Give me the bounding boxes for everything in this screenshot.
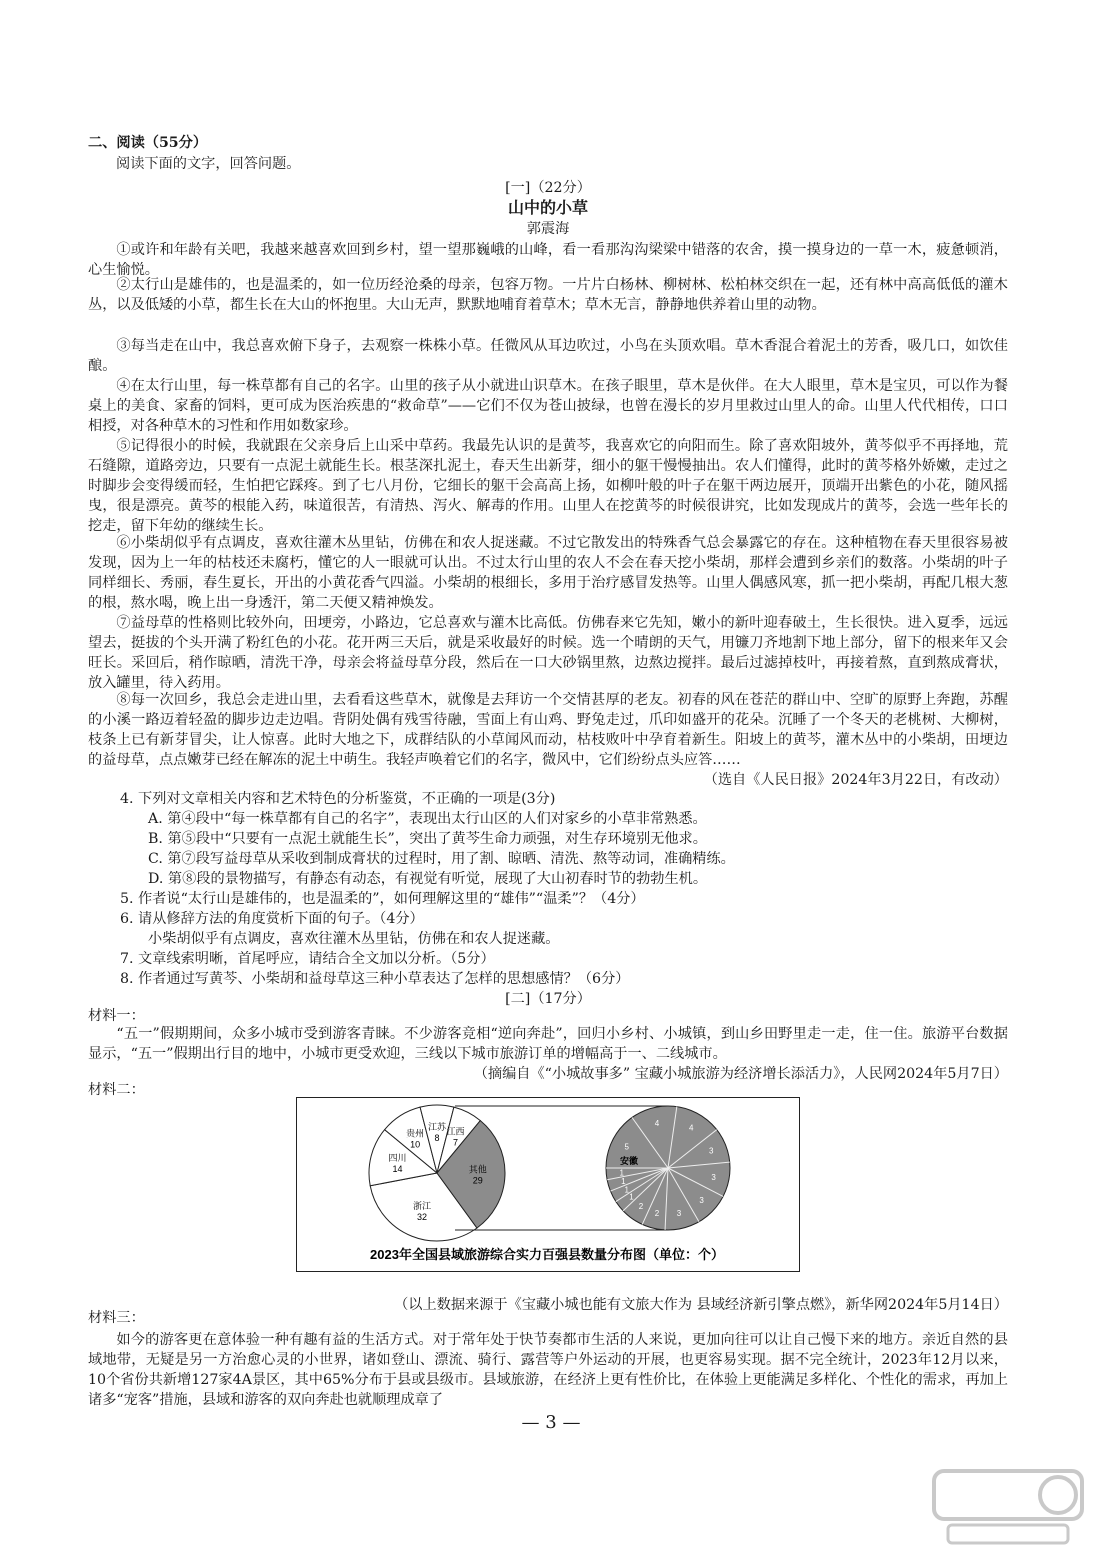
article-author: 郭震海 (526, 221, 570, 237)
detail-pie-slice-value: 3 (711, 1172, 716, 1182)
detail-pie (606, 1106, 730, 1230)
material-2-label: 材料二： (88, 1082, 145, 1098)
part1-label: [一]（22分） (505, 180, 591, 196)
paragraph-8: ⑧每一次回乡，我总会走进山里，去看看这些草木，就像是去拜访一个交情甚厚的老友。初春的风在苍茫的群山中、空旷的原野上奔跑，苏醒的小溪一路迈着轻盈的脚步边走边唱。背阴处偶有残雪待融，雪面上有山鸡、野兔走过，爪印如盛开的花朵。沉睡了一个冬天的老桃树、大柳树，枝条上已有新芽冒尖，让人惊喜。此时大地之下，成群结队的小草闻风而动，枯枝败叶中孕育着新生。阳坡上的黄芩，灌木丛中的小柴胡，田埂边的益母草，点点嫩芽已经在解冻的泥土中萌生。我轻声唤着它们的名字，微风中，它们纷纷点头应答…… (88, 692, 1008, 768)
paragraph-7: ⑦益母草的性格则比较外向，田埂旁，小路边，它总喜欢与灌木比高低。仿佛春来它先知，嫩小的新叶迎春破土，生长很快。进入夏季，远远望去，挺拔的个头开满了粉红色的小花。花开两三天后，就是采收最好的时候。选一个晴朗的天气，用镰刀齐地割下地上部分，留下的根来年又会旺长。采回后，稍作晾晒，清洗干净，母亲会将益母草分段，然后在一口大砂锅里熬，边熬边搅拌。最后过滤掉枝叶，再接着熬，直到熬成膏状，放入罐里，待入药用。 (88, 615, 1008, 691)
detail-pie-slice-value: 1 (629, 1192, 634, 1202)
slice-jiangsu-value: 8 (434, 1133, 440, 1144)
detail-pie-slice-value: 3 (708, 1146, 714, 1156)
watermark-logo (928, 1465, 1088, 1551)
question-7: 7. 文章线索明晰，首尾呼应，请结合全文加以分析。（5分） (120, 951, 495, 967)
material-3-text: 如今的游客更在意体验一种有趣有益的生活方式。对于常年处于快节奏都市生活的人来说，更加向往可以让自己慢下来的地方。亲近自然的县域地带，无疑是另一方治愈心灵的小世界，诸如登山、漂流、骑行、露营等户外运动的开展，也更容易实现。据不完全统计，2023年12月以来，10个省份共新增127家4A景区，其中65%分布于县或县级市。县域旅游，在经济上更有性价比，在体验上更能满足多样化、个性化的需求，再加上诸多“宠客”措施，县域和游客的双向奔赴也就顺理成章了 (88, 1332, 1008, 1408)
question-4-option-d: D. 第⑧段的景物描写，有静态有动态，有视觉有听觉，展现了大山初春时节的勃勃生机。 (148, 871, 708, 887)
paragraph-6: ⑥小柴胡似乎有点调皮，喜欢往灌木丛里钻，仿佛在和农人捉迷藏。不过它散发出的特殊香气总会暴露它的存在。这种植物在春天里很容易被发现，因为上一年的枯枝还未腐朽，懂它的人一眼就可认出。不过太行山里的农人不会在春天挖小柴胡，那样会遭到乡亲们的数落。小柴胡的叶子同样细长、秀丽，春生夏长，开出的小黄花香气四溢。小柴胡的根细长，多用于治疗感冒发热等。山里人偶感风寒，抓一把小柴胡，再配几根大葱的根，熬水喝，晚上出一身透汗，第二天便又精神焕发。 (88, 535, 1008, 611)
section-instruction: 阅读下面的文字，回答问题。 (116, 156, 301, 172)
material-1-source: （摘编自《“小城故事多” 宝藏小城旅游为经济增长添活力》，人民网2024年5月7日） (473, 1066, 1008, 1082)
slice-other-value: 29 (472, 1175, 483, 1186)
question-4-option-c: C. 第⑦段写益母草从采收到制成膏状的过程时，用了割、晾晒、清洗、熬等动词，准确精练。 (148, 851, 735, 867)
pie-chart-figure (296, 1097, 800, 1272)
slice-zhejiang-value: 32 (416, 1211, 427, 1222)
detail-pie-slice-value: 4 (689, 1123, 694, 1133)
detail-pie-slice-value: 1 (621, 1177, 626, 1187)
question-5: 5. 作者说“太行山是雄伟的，也是温柔的”，如何理解这里的“雄伟”“温柔”？（4分） (120, 891, 645, 907)
slice-other-label: 其他 (468, 1164, 487, 1175)
question-6-sentence: 小柴胡似乎有点调皮，喜欢往灌木丛里钻，仿佛在和农人捉迷藏。 (148, 931, 560, 947)
detail-pie-slice-value: 4 (654, 1118, 660, 1128)
slice-zhejiang-label: 浙江 (412, 1200, 431, 1211)
part2-label: [二]（17分） (505, 991, 591, 1007)
detail-pie-slice-value: 1 (624, 1185, 629, 1195)
paragraph-3: ③每当走在山中，我总喜欢俯下身子，去观察一株株小草。任微风从耳边吹过，小鸟在头顶欢唱。草木香混合着泥土的芳香，吸几口，如饮佳酿。 (88, 338, 1008, 374)
slice-guizhou-label: 贵州 (406, 1128, 425, 1139)
question-4-option-b: B. 第⑤段中“只要有一点泥土就能生长”，突出了黄芩生命力顽强，对生存环境别无他求。 (148, 831, 707, 847)
section-heading: 二、阅读（55分） (88, 135, 208, 151)
question-4: 4. 下列对文章相关内容和艺术特色的分析鉴赏，不正确的一项是(3分) (120, 791, 556, 807)
detail-pie-slice-value: 5 (624, 1142, 629, 1152)
question-4-option-a: A. 第④段中“每一株草都有自己的名字”，表现出太行山区的人们对家乡的小草非常熟悉。 (148, 811, 707, 827)
paragraph-5: ⑤记得很小的时候，我就跟在父亲身后上山采中草药。我最先认识的是黄芩，我喜欢它的向阳而生。除了喜欢阳坡外，黄芩似乎不再择地，荒石缝隙，道路旁边，只要有一点泥土就能生长。根茎深扎泥土，春天生出新芽，细小的躯干慢慢抽出。农人们懂得，此时的黄芩格外娇嫩，走过之时脚步会变得缓而轻，生怕把它踩疼。到了七八月份，它细长的躯干会高高上扬，如柳叶般的叶子在躯干两边展开，顶端开出紫色的小花，随风摇曳，很是漂亮。黄芩的根能入药，味道很苦，有清热、泻火、解毒的作用。山里人在挖黄芩的时候很讲究，比如发现成片的黄芩，会选一些年长的挖走，留下年幼的继续生长。 (88, 438, 1008, 534)
main-pie (369, 1105, 505, 1241)
question-8: 8. 作者通过写黄芩、小柴胡和益母草这三种小草表达了怎样的思想感情？（6分） (120, 971, 630, 987)
detail-pie-slice-value: 1 (619, 1168, 624, 1178)
slice-guizhou-value: 10 (410, 1139, 421, 1150)
paragraph-1: ①或许和年龄有关吧，我越来越喜欢回到乡村，望一望那巍峨的山峰，看一看那沟沟梁梁中错落的农舍，摸一摸身边的一草一木，疲惫顿消，心生愉悦。 (88, 242, 1008, 278)
slice-jiangxi-value: 7 (453, 1137, 459, 1148)
detail-pie-slice-value: 2 (638, 1201, 644, 1211)
pie-chart-svg (297, 1098, 798, 1270)
detail-pie-slice-value: 3 (676, 1209, 682, 1219)
slice-sichuan-value: 14 (392, 1163, 403, 1174)
slice-sichuan-label: 四川 (388, 1152, 407, 1163)
article-title: 山中的小草 (507, 198, 588, 217)
article-source: （选自《人民日报》2024年3月22日，有改动） (703, 772, 1008, 788)
detail-pie-label: 安徽 (620, 1156, 639, 1166)
slice-jiangxi-label: 江西 (446, 1126, 465, 1137)
detail-pie-slice-value: 3 (699, 1196, 704, 1206)
material-2-source: （以上数据来源于《宝藏小城也能有文旅大作为 县域经济新引擎点燃》，新华网2024年5月14日） (394, 1297, 1008, 1313)
page-number: — 3 — (521, 1412, 581, 1433)
detail-pie-slice-value: 2 (654, 1209, 660, 1219)
material-3-label: 材料三： (88, 1310, 145, 1326)
material-1-text: “五一”假期期间，众多小城市受到游客青睐。不少游客竞相“逆向奔赴”，回归小乡村、小城镇，到山乡田野里走一走，住一住。旅游平台数据显示，“五一”假期出行目的地中，小城市更受欢迎，三线以下城市旅游订单的增幅高于一、二线城市。 (88, 1026, 1008, 1062)
question-6: 6. 请从修辞方法的角度赏析下面的句子。（4分） (120, 911, 424, 927)
paragraph-2: ②太行山是雄伟的，也是温柔的，如一位历经沧桑的母亲，包容万物。一片片白杨林、柳树林、松柏林交织在一起，还有林中高高低低的灌木丛，以及低矮的小草，都生长在大山的怀抱里。大山无声，默默地哺育着草木；草木无言，静静地供养着山里的动物。 (88, 277, 1008, 313)
slice-jiangsu-label: 江苏 (427, 1122, 447, 1133)
material-1-label: 材料一： (88, 1008, 145, 1024)
chart-title: 2023年全国县域旅游综合实力百强县数量分布图（单位：个） (370, 1247, 724, 1262)
paragraph-4: ④在太行山里，每一株草都有自己的名字。山里的孩子从小就进山识草木。在孩子眼里，草木是伙伴。在大人眼里，草木是宝贝，可以作为餐桌上的美食、家畜的饲料，更可成为医治疾患的“救命草”——它们不仅为苍山披绿，也曾在漫长的岁月里救过山里人的命。山里人代代相传，口口相授，对各种草木的习性和作用如数家珍。 (88, 378, 1008, 434)
